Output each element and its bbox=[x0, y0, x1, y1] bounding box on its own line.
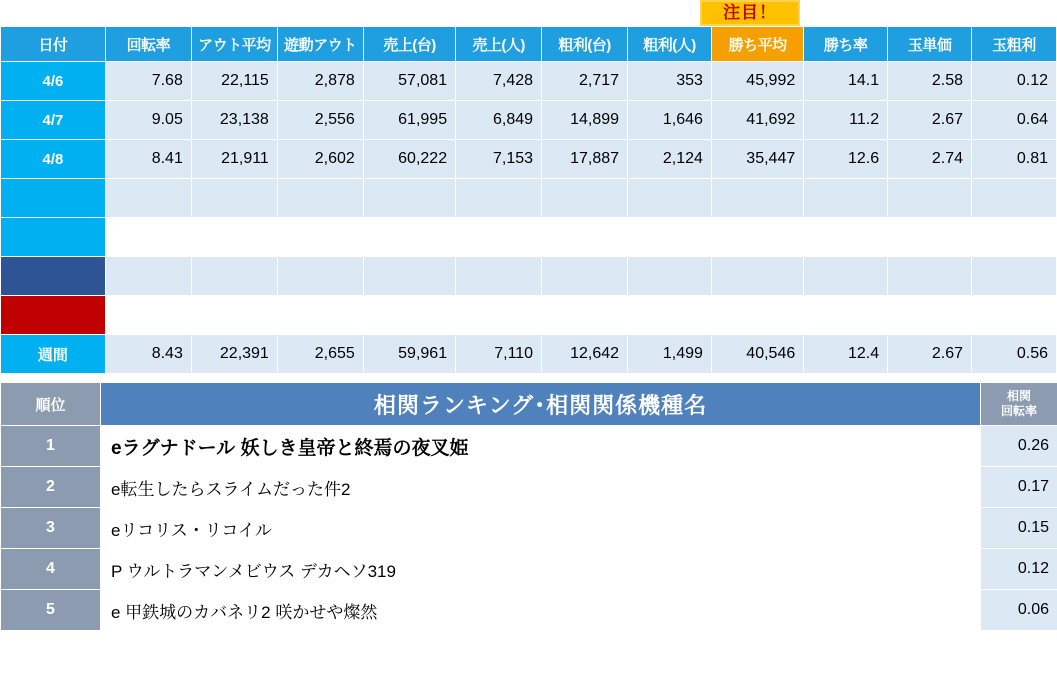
cell-sales-per-person bbox=[456, 296, 542, 335]
cell-out-average: 22,115 bbox=[191, 62, 277, 101]
cell-gross-per-person bbox=[628, 296, 712, 335]
cell-gross-per-machine bbox=[542, 257, 628, 296]
cell-sales-per-person: 7,428 bbox=[456, 62, 542, 101]
header-gross-per-person: 粗利(人) bbox=[628, 27, 712, 62]
correlation-value: 0.17 bbox=[981, 467, 1057, 508]
rank-number: 4 bbox=[1, 549, 101, 590]
summary-ball-unit-price: 2.67 bbox=[888, 335, 972, 374]
machine-name: eリコリス・リコイル bbox=[101, 508, 981, 549]
cell-rotation-rate bbox=[105, 257, 191, 296]
header-out-average: アウト平均 bbox=[191, 27, 277, 62]
header-win-rate: 勝ち率 bbox=[804, 27, 888, 62]
cell-sales-per-machine bbox=[363, 257, 455, 296]
header-win-average: 勝ち平均 bbox=[711, 27, 803, 62]
cell-ball-unit-price bbox=[888, 218, 972, 257]
cell-rotation-rate: 8.41 bbox=[105, 140, 191, 179]
cell-win-average: 35,447 bbox=[711, 140, 803, 179]
list-item bbox=[1, 508, 1057, 549]
correlation-value: 0.06 bbox=[981, 590, 1057, 631]
cell-idle-out: 2,878 bbox=[277, 62, 363, 101]
cell-ball-gross bbox=[972, 257, 1057, 296]
cell-ball-gross bbox=[972, 179, 1057, 218]
summary-out-average: 22,391 bbox=[191, 335, 277, 374]
header-idle-out: 遊動アウト bbox=[277, 27, 363, 62]
cell-ball-unit-price bbox=[888, 257, 972, 296]
machine-name: e 甲鉄城のカバネリ2 咲かせや燦然 bbox=[101, 590, 981, 631]
table-row bbox=[1, 101, 1057, 140]
cell-win-rate bbox=[804, 257, 888, 296]
header-date: 日付 bbox=[1, 27, 106, 62]
machine-name: P ウルトラマンメビウス デカヘソ319 bbox=[101, 549, 981, 590]
header-ball-unit-price: 玉単価 bbox=[888, 27, 972, 62]
header-ball-gross: 玉粗利 bbox=[972, 27, 1057, 62]
correlation-ranking-table bbox=[0, 382, 1057, 631]
corr-header-line1: 相関 bbox=[1006, 389, 1031, 403]
cell-gross-per-machine bbox=[542, 218, 628, 257]
rank-number: 1 bbox=[1, 426, 101, 467]
cell-gross-per-machine bbox=[542, 296, 628, 335]
cell-idle-out: 2,556 bbox=[277, 101, 363, 140]
cell-win-rate bbox=[804, 179, 888, 218]
cell-gross-per-person: 353 bbox=[628, 62, 712, 101]
header-correlation-rotation bbox=[981, 383, 1057, 426]
cell-rotation-rate bbox=[105, 218, 191, 257]
weekly-stats-table bbox=[0, 26, 1057, 374]
list-item bbox=[1, 590, 1057, 631]
cell-out-average: 23,138 bbox=[191, 101, 277, 140]
cell-out-average: 21,911 bbox=[191, 140, 277, 179]
header-sales-per-machine: 売上(台) bbox=[363, 27, 455, 62]
table-row bbox=[1, 296, 1057, 335]
cell-sales-per-person bbox=[456, 179, 542, 218]
row-date bbox=[1, 296, 106, 335]
cell-sales-per-person: 6,849 bbox=[456, 101, 542, 140]
cell-win-rate: 12.6 bbox=[804, 140, 888, 179]
cell-out-average bbox=[191, 218, 277, 257]
correlation-value: 0.15 bbox=[981, 508, 1057, 549]
cell-out-average bbox=[191, 257, 277, 296]
cell-win-average: 41,692 bbox=[711, 101, 803, 140]
cell-rotation-rate bbox=[105, 296, 191, 335]
table-row bbox=[1, 179, 1057, 218]
cell-win-average bbox=[711, 296, 803, 335]
cell-sales-per-person bbox=[456, 218, 542, 257]
summary-gross-per-machine: 12,642 bbox=[542, 335, 628, 374]
cell-sales-per-machine bbox=[363, 179, 455, 218]
cell-gross-per-person bbox=[628, 257, 712, 296]
cell-ball-unit-price: 2.74 bbox=[888, 140, 972, 179]
cell-gross-per-machine: 17,887 bbox=[542, 140, 628, 179]
table-row bbox=[1, 62, 1057, 101]
summary-idle-out: 2,655 bbox=[277, 335, 363, 374]
summary-win-rate: 12.4 bbox=[804, 335, 888, 374]
summary-label: 週間 bbox=[1, 335, 106, 374]
correlation-value: 0.12 bbox=[981, 549, 1057, 590]
cell-gross-per-machine: 2,717 bbox=[542, 62, 628, 101]
row-date bbox=[1, 218, 106, 257]
header-rotation-rate: 回転率 bbox=[105, 27, 191, 62]
cell-sales-per-person: 7,153 bbox=[456, 140, 542, 179]
machine-name: e転生したらスライムだった件2 bbox=[101, 467, 981, 508]
row-date: 4/8 bbox=[1, 140, 106, 179]
cell-ball-unit-price: 2.67 bbox=[888, 101, 972, 140]
cell-gross-per-machine bbox=[542, 179, 628, 218]
header-sales-per-person: 売上(人) bbox=[456, 27, 542, 62]
cell-ball-gross bbox=[972, 296, 1057, 335]
cell-sales-per-person bbox=[456, 257, 542, 296]
cell-gross-per-person bbox=[628, 218, 712, 257]
header-ranking-title: 相関ランキング･相関関係機種名 bbox=[101, 383, 981, 426]
machine-name: eラグナドール 妖しき皇帝と終焉の夜叉姫 bbox=[101, 426, 981, 467]
cell-rotation-rate: 7.68 bbox=[105, 62, 191, 101]
row-date bbox=[1, 179, 106, 218]
cell-sales-per-machine: 60,222 bbox=[363, 140, 455, 179]
summary-sales-per-machine: 59,961 bbox=[363, 335, 455, 374]
attention-badge: 注目！ bbox=[700, 0, 800, 26]
cell-ball-gross bbox=[972, 218, 1057, 257]
cell-sales-per-machine bbox=[363, 296, 455, 335]
cell-ball-unit-price bbox=[888, 296, 972, 335]
cell-out-average bbox=[191, 296, 277, 335]
rank-number: 2 bbox=[1, 467, 101, 508]
cell-win-average bbox=[711, 257, 803, 296]
cell-gross-per-person: 2,124 bbox=[628, 140, 712, 179]
cell-ball-unit-price: 2.58 bbox=[888, 62, 972, 101]
cell-win-rate bbox=[804, 218, 888, 257]
summary-gross-per-person: 1,499 bbox=[628, 335, 712, 374]
cell-ball-gross: 0.64 bbox=[972, 101, 1057, 140]
cell-idle-out bbox=[277, 218, 363, 257]
cell-idle-out bbox=[277, 257, 363, 296]
cell-gross-per-person bbox=[628, 179, 712, 218]
cell-sales-per-machine: 61,995 bbox=[363, 101, 455, 140]
notice-row bbox=[0, 0, 1057, 26]
cell-idle-out bbox=[277, 179, 363, 218]
cell-ball-unit-price bbox=[888, 179, 972, 218]
list-item bbox=[1, 426, 1057, 467]
cell-win-average: 45,992 bbox=[711, 62, 803, 101]
cell-idle-out bbox=[277, 296, 363, 335]
cell-win-rate: 14.1 bbox=[804, 62, 888, 101]
cell-rotation-rate bbox=[105, 179, 191, 218]
cell-ball-gross: 0.12 bbox=[972, 62, 1057, 101]
cell-win-rate bbox=[804, 296, 888, 335]
cell-out-average bbox=[191, 179, 277, 218]
summary-win-average: 40,546 bbox=[711, 335, 803, 374]
corr-header-line2: 回転率 bbox=[1000, 404, 1037, 418]
row-date: 4/6 bbox=[1, 62, 106, 101]
list-item bbox=[1, 467, 1057, 508]
cell-sales-per-machine bbox=[363, 218, 455, 257]
header-rank: 順位 bbox=[1, 383, 101, 426]
cell-win-rate: 11.2 bbox=[804, 101, 888, 140]
cell-rotation-rate: 9.05 bbox=[105, 101, 191, 140]
table-row bbox=[1, 140, 1057, 179]
cell-gross-per-machine: 14,899 bbox=[542, 101, 628, 140]
rank-number: 5 bbox=[1, 590, 101, 631]
rank-number: 3 bbox=[1, 508, 101, 549]
header-gross-per-machine: 粗利(台) bbox=[542, 27, 628, 62]
summary-rotation-rate: 8.43 bbox=[105, 335, 191, 374]
row-date bbox=[1, 257, 106, 296]
summary-sales-per-person: 7,110 bbox=[456, 335, 542, 374]
row-date: 4/7 bbox=[1, 101, 106, 140]
list-item bbox=[1, 549, 1057, 590]
cell-win-average bbox=[711, 179, 803, 218]
table-row bbox=[1, 257, 1057, 296]
cell-win-average bbox=[711, 218, 803, 257]
summary-row bbox=[1, 335, 1057, 374]
summary-ball-gross: 0.56 bbox=[972, 335, 1057, 374]
cell-gross-per-person: 1,646 bbox=[628, 101, 712, 140]
table-header-row bbox=[1, 27, 1057, 62]
cell-idle-out: 2,602 bbox=[277, 140, 363, 179]
cell-sales-per-machine: 57,081 bbox=[363, 62, 455, 101]
table-divider bbox=[0, 374, 1057, 382]
table-row bbox=[1, 218, 1057, 257]
ranking-header-row bbox=[1, 383, 1057, 426]
cell-ball-gross: 0.81 bbox=[972, 140, 1057, 179]
correlation-value: 0.26 bbox=[981, 426, 1057, 467]
